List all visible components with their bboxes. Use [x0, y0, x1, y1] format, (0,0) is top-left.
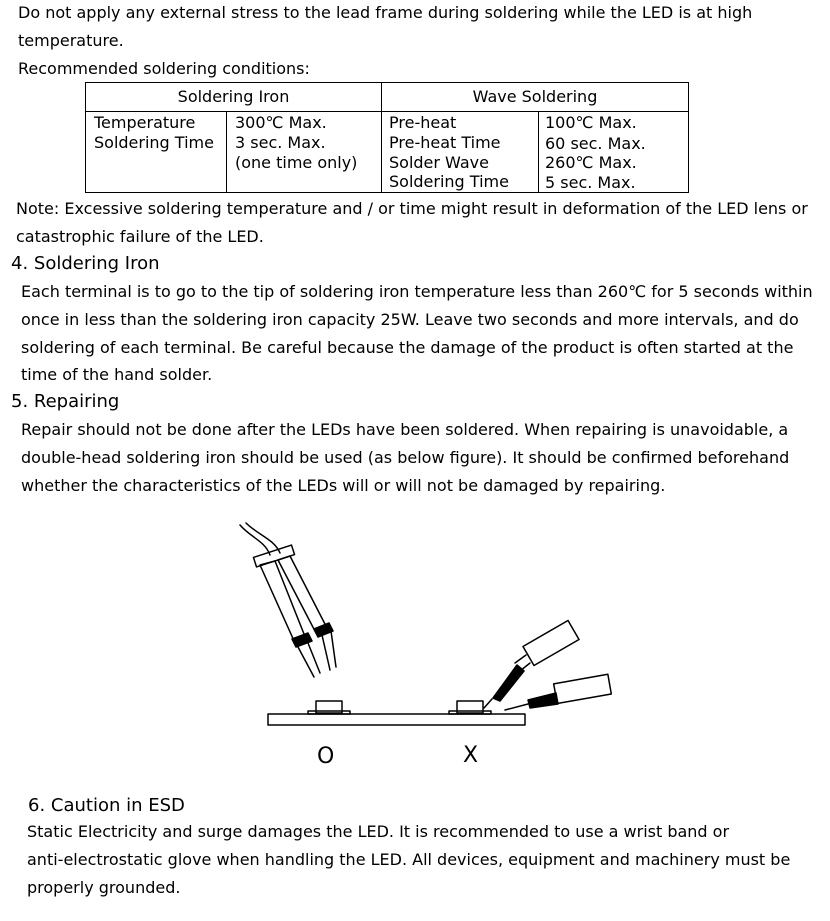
iron-tip [331, 631, 336, 667]
note-line-2: catastrophic failure of the LED. [16, 227, 264, 246]
paragraph-line: soldering of each terminal. Be careful because the damage of the product is often started at the [21, 338, 794, 357]
intro-line-1: Do not apply any external stress to the lead frame during soldering while the LED is at high [18, 3, 753, 22]
table-cell: Solder Wave [389, 153, 489, 172]
iron-cable [246, 523, 280, 553]
table-cell: 300℃ Max. [235, 113, 327, 132]
iron-shaft-band [528, 693, 558, 708]
paragraph-line: once in less than the soldering iron capacity 25W. Leave two seconds and more intervals, and do [21, 310, 799, 329]
table-divider-wave [538, 111, 539, 192]
table-divider-iron [226, 111, 227, 192]
iron-tip [322, 635, 330, 670]
paragraph-line: whether the characteristics of the LEDs will or will not be damaged by repairing. [21, 476, 666, 495]
soldering-conditions-table [85, 82, 689, 193]
iron-shaft-band [493, 665, 524, 701]
table-header-wave-soldering: Wave Soldering [472, 87, 598, 106]
iron-tip [505, 704, 528, 710]
intro-line-3: Recommended soldering conditions: [18, 59, 310, 78]
table-cell: Temperature [94, 113, 196, 132]
table-header-rule [86, 111, 688, 112]
note-line-1: Note: Excessive soldering temperature and / or time might result in deformation of the LED lens or [16, 199, 808, 218]
table-cell: 260℃ Max. [545, 153, 637, 172]
iron-tip [484, 699, 492, 708]
paragraph-line: Repair should not be done after the LEDs have been soldered. When repairing is unavoidable, a [21, 420, 789, 439]
table-cell: Soldering Time [94, 133, 214, 152]
paragraph-line: properly grounded. [27, 878, 181, 897]
iron-band [314, 623, 333, 637]
iron-handle-lower [554, 674, 612, 703]
paragraph-line: Static Electricity and surge damages the LED. It is recommended to use a wrist band or [27, 822, 730, 841]
table-cell: 3 sec. Max. [235, 133, 326, 152]
table-header-soldering-iron: Soldering Iron [177, 87, 290, 106]
paragraph-line: Each terminal is to go to the tip of soldering iron temperature less than 260℃ for 5 seconds within [21, 282, 813, 301]
paragraph-line: anti-electrostatic glove when handling the LED. All devices, equipment and machinery must be [27, 850, 791, 869]
section-heading-repairing: 5. Repairing [11, 391, 120, 412]
table-cell: Pre-heat Time [389, 133, 501, 152]
table-cell: Soldering Time [389, 172, 509, 191]
paragraph-line: time of the hand solder. [21, 365, 213, 384]
intro-line-2: temperature. [18, 31, 124, 50]
correct-mark: O [317, 744, 335, 769]
iron-handle-upper [523, 620, 579, 665]
table-cell: Pre-heat [389, 113, 457, 132]
section-heading-soldering-iron: 4. Soldering Iron [11, 253, 160, 274]
repair-figure [230, 515, 620, 775]
circuit-board [268, 714, 525, 725]
table-cell: 5 sec. Max. [545, 173, 636, 192]
table-cell: (one time only) [235, 153, 358, 172]
paragraph-line: double-head soldering iron should be used (as below figure). It should be confirmed beforehand [21, 448, 790, 467]
table-cell: 100℃ Max. [545, 113, 637, 132]
incorrect-mark: X [463, 743, 479, 768]
table-cell: 60 sec. Max. [545, 134, 646, 153]
section-heading-esd: 6. Caution in ESD [28, 795, 185, 816]
